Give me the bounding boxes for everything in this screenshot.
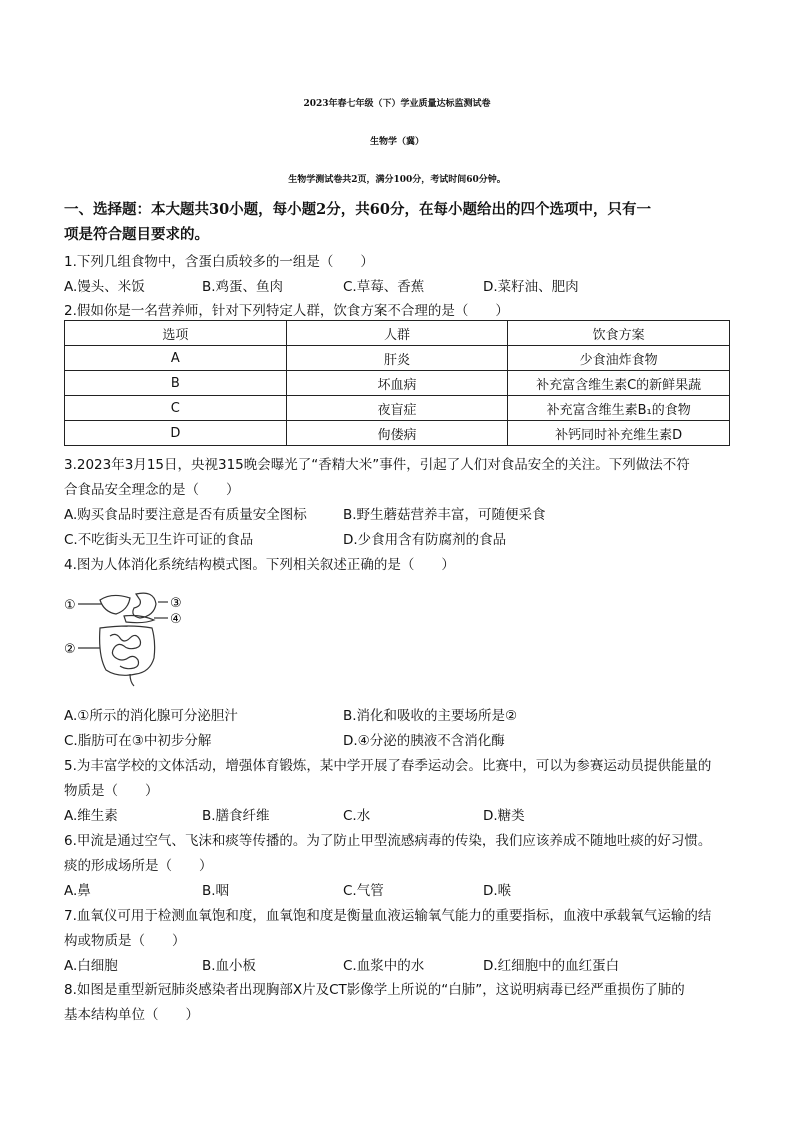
- question-6-option-b: B.咽: [202, 883, 230, 899]
- question-3-option-c: C.不吃街头无卫生许可证的食品: [64, 532, 254, 548]
- question-2-stem: 2.假如你是一名营养师，针对下列特定人群，饮食方案不合理的是（ ）: [64, 303, 509, 319]
- table-cell: 坏血病: [286, 371, 508, 396]
- page-title: 2023年春七年级（下）学业质量达标监测试卷: [303, 99, 491, 109]
- question-3-stem-line1: 3.2023年3月15日，央视315晚会曝光了“香精大米”事件，引起了人们对食品安全的关注。下列做法不符: [64, 457, 690, 473]
- table-header-cell: 饮食方案: [508, 321, 730, 346]
- question-6-option-a: A.鼻: [64, 883, 91, 899]
- question-6-stem-line1: 6.甲流是通过空气、飞沫和痰等传播的。为了防止甲型流感病毒的传染，我们应该养成不随地吐痰的好习惯。: [64, 833, 712, 849]
- table-cell: C: [65, 396, 287, 421]
- exam-note: 生物学测试卷共2页，满分100分，考试时间60分钟。: [288, 175, 506, 185]
- question-4-option-d: D.④分泌的胰液不含消化酶: [343, 733, 505, 749]
- table-cell: 少食油炸食物: [508, 346, 730, 371]
- question-7-option-b: B.血小板: [202, 958, 257, 974]
- question-6-option-d: D.喉: [483, 883, 512, 899]
- page-subtitle: 生物学（冀）: [369, 137, 424, 147]
- rectum-shape: [130, 674, 134, 686]
- digestive-system-figure: [64, 586, 194, 690]
- question-1-option-d: D.菜籽油、肥肉: [483, 279, 579, 295]
- question-5-option-b: B.膳食纤维: [202, 808, 270, 824]
- table-row: [65, 371, 730, 396]
- question-5-option-d: D.糖类: [483, 808, 525, 824]
- question-3-option-b: B.野生蘑菇营养丰富，可随便采食: [343, 507, 546, 523]
- question-7-stem-line2: 构或物质是（ ）: [64, 933, 186, 949]
- question-1-stem: 1.下列几组食物中，含蛋白质较多的一组是（ ）: [64, 254, 374, 270]
- table-cell: 补充富含维生素C的新鲜果蔬: [508, 371, 730, 396]
- table-header-row: [65, 321, 730, 346]
- question-4-option-a: A.①所示的消化腺可分泌胆汁: [64, 708, 238, 724]
- figure-label-1: ①: [64, 598, 76, 613]
- question-7-option-c: C.血浆中的水: [343, 958, 425, 974]
- section-heading-line2: 项是符合题目要求的。: [64, 226, 209, 243]
- section-heading-line1: 一、选择题：本大题共30小题，每小题2分，共60分，在每小题给出的四个选项中，只有一: [64, 201, 651, 218]
- question-3-option-a: A.购买食品时要注意是否有质量安全图标: [64, 507, 307, 523]
- question-6-stem-line2: 痰的形成场所是（ ）: [64, 858, 213, 874]
- question-3-option-d: D.少食用含有防腐剂的食品: [343, 532, 507, 548]
- question-4-stem: 4.图为人体消化系统结构模式图。下列相关叙述正确的是（ ）: [64, 557, 455, 573]
- question-1-option-a: A.馒头、米饭: [64, 279, 145, 295]
- question-5-option-a: A.维生素: [64, 808, 118, 824]
- liver-shape: [100, 595, 130, 614]
- figure-label-3: ③: [170, 596, 182, 611]
- table-row: [65, 421, 730, 446]
- pancreas-shape: [124, 616, 154, 623]
- question-8-stem-line2: 基本结构单位（ ）: [64, 1007, 199, 1023]
- table-cell: 肝炎: [286, 346, 508, 371]
- question-1-option-b: B.鸡蛋、鱼肉: [202, 279, 284, 295]
- question-6-option-c: C.气管: [343, 883, 384, 899]
- question-7-option-d: D.红细胞中的血红蛋白: [483, 958, 620, 974]
- table-row: [65, 396, 730, 421]
- question-4-option-b: B.消化和吸收的主要场所是②: [343, 708, 518, 724]
- question-5-option-c: C.水: [343, 808, 371, 824]
- table-cell: A: [65, 346, 287, 371]
- table-cell: 夜盲症: [286, 396, 508, 421]
- table-header-cell: 选项: [65, 321, 287, 346]
- small-intestine-shape: [110, 634, 141, 668]
- question-8-stem-line1: 8.如图是重型新冠肺炎感染者出现胸部X片及CT影像学上所说的“白肺”，这说明病毒已经严重损伤了肺的: [64, 982, 685, 998]
- table-row: [65, 346, 730, 371]
- figure-label-2: ②: [64, 642, 76, 657]
- table-header-cell: 人群: [286, 321, 508, 346]
- large-intestine-shape: [100, 626, 155, 675]
- question-4-option-c: C.脂肪可在③中初步分解: [64, 733, 212, 749]
- question-3-stem-line2: 合食品安全理念的是（ ）: [64, 482, 240, 498]
- table-cell: D: [65, 421, 287, 446]
- table-cell: 补充富含维生素B₁的食物: [508, 396, 730, 421]
- question-1-option-c: C.草莓、香蕉: [343, 279, 425, 295]
- table-cell: 补钙同时补充维生素D: [508, 421, 730, 446]
- diet-plan-table: [64, 320, 730, 446]
- digestive-system-diagram: [64, 586, 194, 690]
- question-5-stem-line2: 物质是（ ）: [64, 783, 159, 799]
- question-5-stem-line1: 5.为丰富学校的文体活动，增强体育锻炼，某中学开展了春季运动会。比赛中，可以为参赛运动员提供能量的: [64, 758, 712, 774]
- stomach-shape: [133, 593, 156, 618]
- question-7-option-a: A.白细胞: [64, 958, 118, 974]
- figure-label-4: ④: [170, 612, 182, 627]
- table-cell: B: [65, 371, 287, 396]
- question-7-stem-line1: 7.血氧仪可用于检测血氧饱和度，血氧饱和度是衡量血液运输氧气能力的重要指标，血液中承载氧气运输的结: [64, 908, 712, 924]
- table-cell: 佝偻病: [286, 421, 508, 446]
